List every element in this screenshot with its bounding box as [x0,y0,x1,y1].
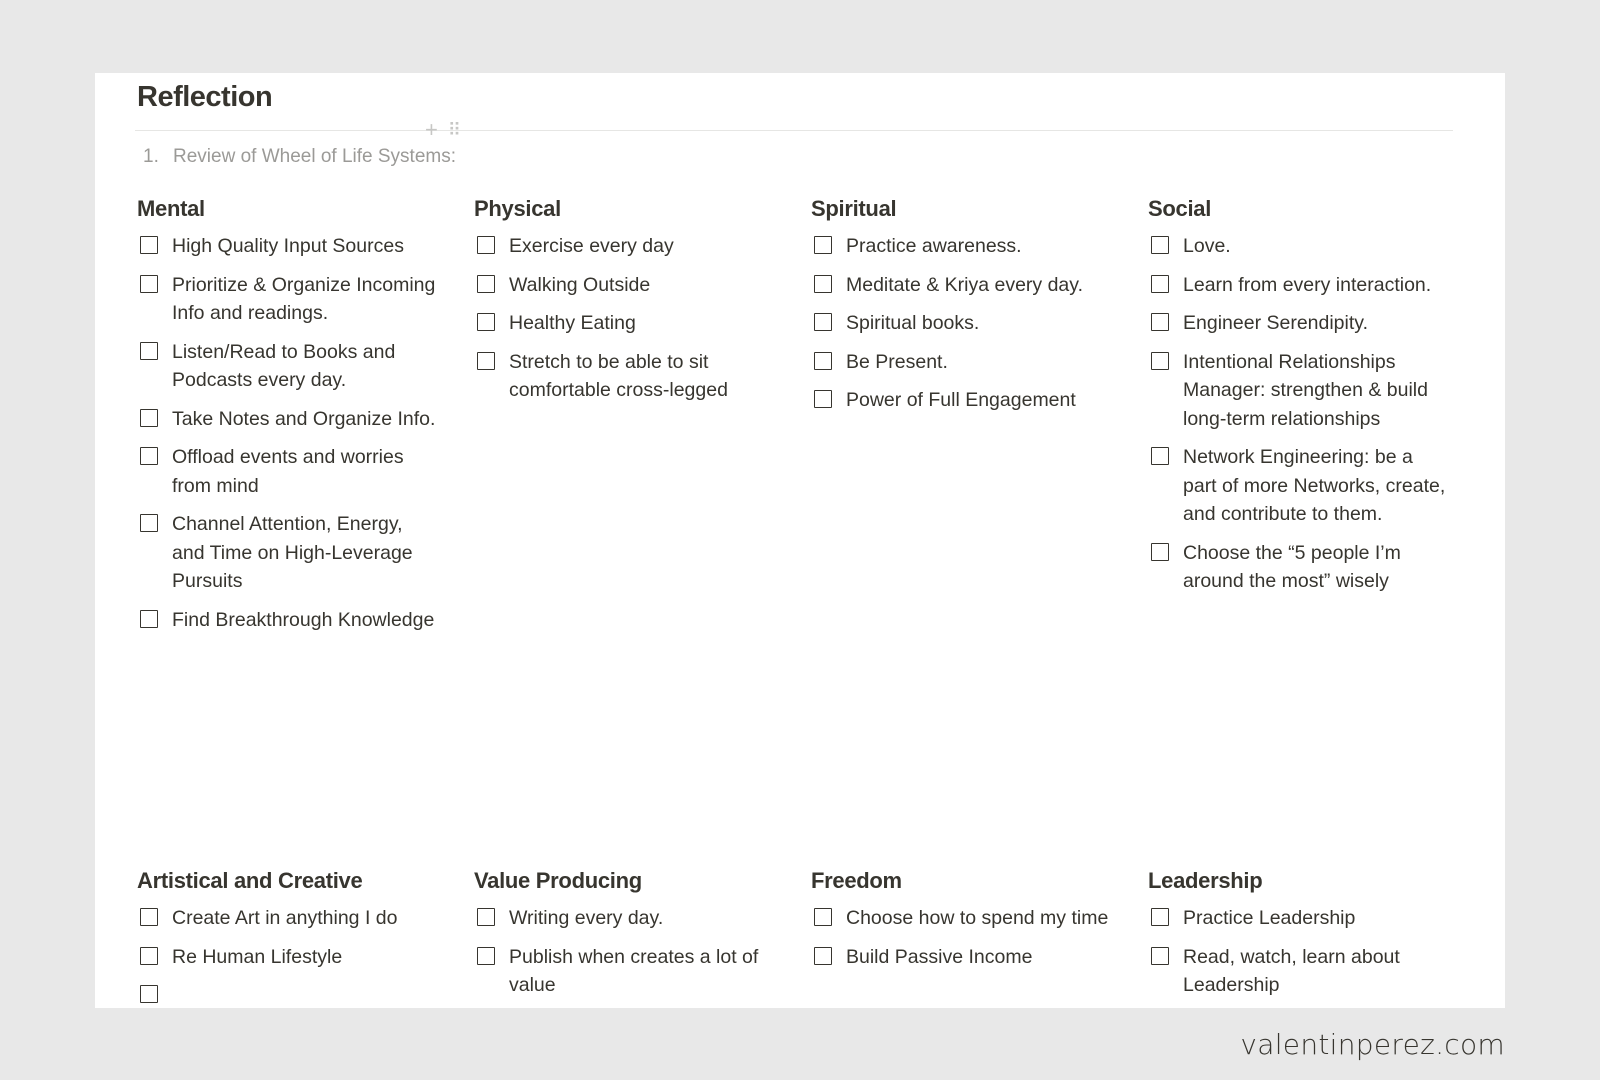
todo-checkbox[interactable] [814,275,832,293]
todo-checkbox[interactable] [477,236,495,254]
todo-text[interactable]: Intentional Relationships Manager: strengthen & build long-term relationships [1183,350,1428,430]
todo-text[interactable]: Channel Attention, Energy, and Time on High-Leverage Pursuits [172,513,413,592]
todo-item[interactable] [474,232,774,261]
todo-text[interactable]: Offload events and worries from mind [172,446,404,497]
todo-checkbox[interactable] [477,313,495,331]
todo-checkbox[interactable] [140,275,158,293]
todo-text[interactable]: Choose how to spend my time [846,907,1109,929]
todo-text[interactable]: Read, watch, learn about Leadership [1183,945,1400,996]
column-2 [811,868,1111,981]
todo-item[interactable] [137,904,437,933]
todo-text[interactable]: Stretch to be able to sit comfortable cross-legged [509,350,728,401]
column-1 [474,868,774,1008]
todo-checkbox[interactable] [140,610,158,628]
todo-checkbox[interactable] [814,313,832,331]
column-3 [1148,868,1448,1008]
todo-checkbox[interactable] [814,352,832,370]
column-heading: Spiritual [811,196,897,221]
todo-text[interactable]: Practice Leadership [1183,907,1356,929]
todo-text[interactable]: Exercise every day [509,235,674,257]
todo-text[interactable]: Publish when creates a lot of value [509,945,759,996]
todo-checkbox[interactable] [1151,947,1169,965]
todo-checkbox[interactable] [1151,908,1169,926]
add-block-icon[interactable]: + [425,117,438,142]
todo-item[interactable] [1148,443,1448,529]
notion-page [95,73,1505,1008]
todo-text[interactable]: High Quality Input Sources [172,235,404,257]
numbered-list-item[interactable] [143,146,456,168]
todo-item[interactable] [474,904,774,933]
todo-item[interactable] [1148,232,1448,261]
todo-text[interactable]: Learn from every interaction. [1183,273,1432,296]
todo-item[interactable] [1148,348,1448,434]
todo-item[interactable] [811,943,1111,972]
column-2 [811,196,1111,425]
column-heading: Social [1148,196,1212,221]
todo-text[interactable]: Love. [1183,235,1231,257]
todo-checkbox[interactable] [140,342,158,360]
todo-text[interactable]: Re Human Lifestyle [172,945,343,968]
todo-checkbox[interactable] [477,275,495,293]
todo-text[interactable]: Prioritize & Organize Incoming Info and readings. [172,273,436,324]
todo-text[interactable]: Be Present. [846,350,948,373]
todo-text[interactable]: Power of Full Engagement [846,389,1076,411]
todo-checkbox[interactable] [814,947,832,965]
todo-checkbox[interactable] [140,236,158,254]
divider [135,130,1453,131]
todo-item[interactable] [474,309,774,338]
todo-item[interactable] [811,348,1111,377]
todo-checkbox[interactable] [814,236,832,254]
todo-checkbox[interactable] [1151,313,1169,331]
todo-item[interactable] [137,943,437,972]
todo-checkbox[interactable] [140,447,158,465]
todo-checkbox[interactable] [140,409,158,427]
todo-item[interactable] [1148,904,1448,933]
list-item-text[interactable]: Review of Wheel of Life Systems: [173,146,456,167]
todo-text[interactable]: Choose the “5 people I’m around the most” wisely [1183,541,1401,592]
column-0 [137,868,437,1008]
todo-item[interactable] [137,981,437,1003]
todo-item[interactable] [137,338,437,395]
todo-text[interactable]: Spiritual books. [846,312,980,334]
todo-item[interactable] [811,386,1111,415]
watermark: valentinperez.com [1240,1028,1505,1061]
todo-text[interactable]: Find Breakthrough Knowledge [172,608,435,631]
todo-item[interactable] [811,232,1111,261]
todo-text[interactable]: Practice awareness. [846,235,1022,257]
todo-text[interactable]: Create Art in anything I do [172,907,398,929]
column-heading: Mental [137,196,205,221]
todo-item[interactable] [474,348,774,405]
todo-text[interactable]: Take Notes and Organize Info. [172,407,436,430]
todo-text[interactable]: Listen/Read to Books and Podcasts every day. [172,340,396,391]
todo-item[interactable] [811,904,1111,933]
todo-checkbox[interactable] [1151,447,1169,465]
todo-item[interactable] [1148,539,1448,596]
list-number: 1. [143,146,159,167]
todo-checkbox[interactable] [477,908,495,926]
column-0 [137,196,437,644]
todo-checkbox[interactable] [140,985,158,1003]
todo-checkbox[interactable] [1151,275,1169,293]
column-3 [1148,196,1448,606]
todo-item[interactable] [137,510,437,596]
todo-checkbox[interactable] [814,908,832,926]
todo-text[interactable]: Meditate & Kriya every day. [846,273,1083,296]
todo-checkbox[interactable] [477,947,495,965]
todo-item[interactable] [1148,309,1448,338]
todo-item[interactable] [474,943,774,1000]
drag-handle-icon[interactable]: ⠿ [447,119,460,140]
page-title: Reflection [137,81,273,113]
todo-item[interactable] [137,232,437,261]
todo-checkbox[interactable] [1151,543,1169,561]
todo-checkbox[interactable] [1151,352,1169,370]
todo-text[interactable]: Network Engineering: be a part of more Networks, create, and contribute to them. [1183,446,1446,525]
todo-text[interactable]: Walking Outside [509,273,651,296]
todo-item[interactable] [474,271,774,300]
column-heading: Freedom [811,868,902,893]
todo-item[interactable] [811,309,1111,338]
todo-text[interactable]: Engineer Serendipity. [1183,312,1369,334]
column-heading: Value Producing [474,868,642,893]
todo-text[interactable]: Writing every day. [509,907,664,929]
todo-item[interactable] [137,606,437,635]
todo-item[interactable] [1148,943,1448,1000]
column-1 [474,196,774,415]
todo-item[interactable] [137,271,437,328]
todo-text[interactable]: Build Passive Income [846,945,1033,968]
todo-item[interactable] [137,405,437,434]
todo-checkbox[interactable] [477,352,495,370]
todo-item[interactable] [1148,271,1448,300]
column-heading: Leadership [1148,868,1263,893]
todo-checkbox[interactable] [140,947,158,965]
todo-checkbox[interactable] [1151,236,1169,254]
todo-item[interactable] [811,271,1111,300]
todo-checkbox[interactable] [814,390,832,408]
block-hover-controls [425,117,459,143]
column-heading: Physical [474,196,561,221]
column-heading: Artistical and Creative [137,868,363,893]
todo-item[interactable] [137,443,437,500]
todo-checkbox[interactable] [140,514,158,532]
todo-text[interactable]: Healthy Eating [509,312,636,334]
todo-checkbox[interactable] [140,908,158,926]
